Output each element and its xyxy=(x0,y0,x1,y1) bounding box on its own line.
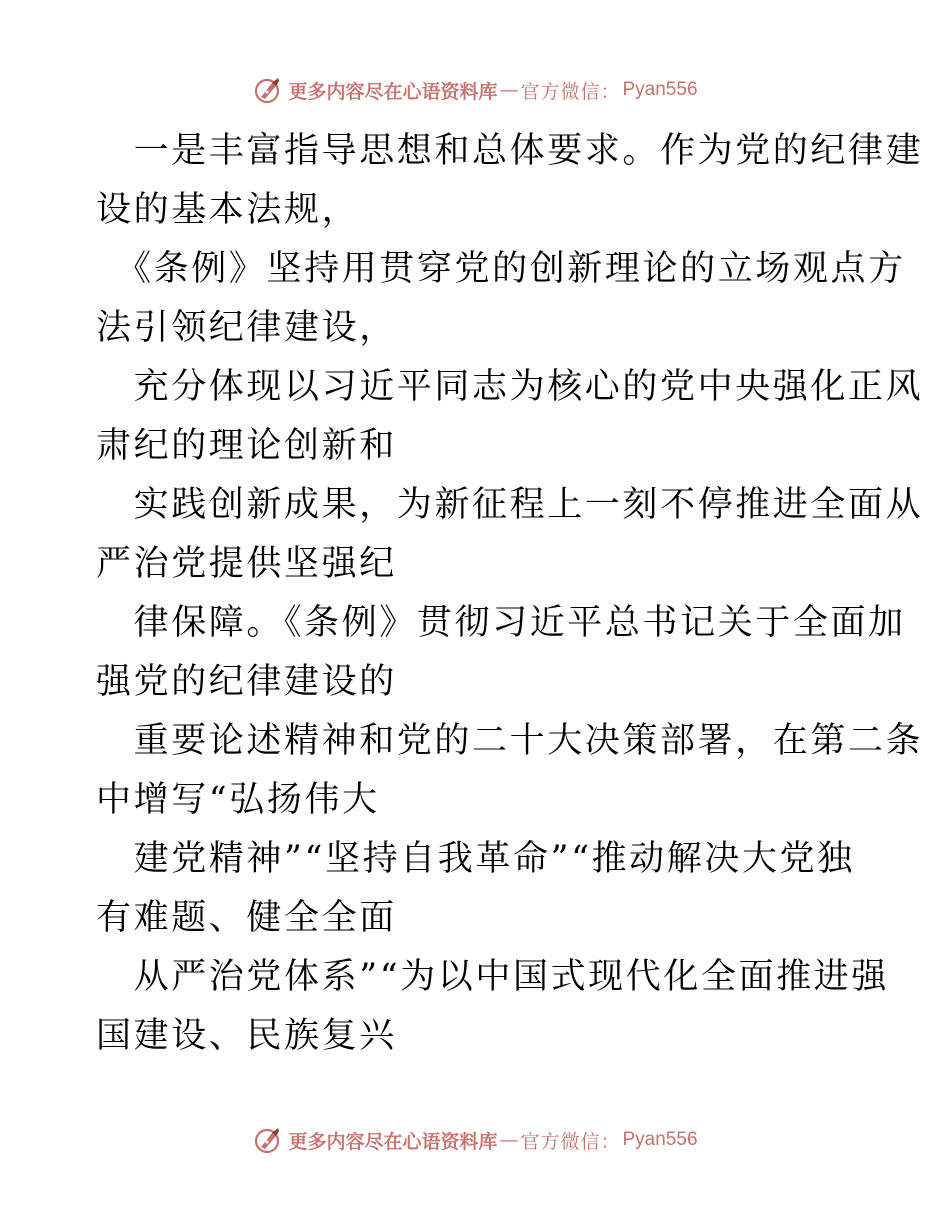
header-banner xyxy=(0,70,950,110)
footer-banner xyxy=(0,1120,950,1160)
paragraph-line: 《条例》坚持用贯穿党的创新理论的立场观点方 xyxy=(96,249,906,289)
paragraph-line: 建党精神”“坚持自我革命”“推动解决大党独 xyxy=(96,839,855,879)
header-site-text: 更多内容尽在心语资料库 xyxy=(288,80,498,103)
footer-site-text: 更多内容尽在心语资料库 xyxy=(288,1130,498,1153)
paragraph-line: 实践创新成果，为新征程上一刻不停推进全面从 xyxy=(96,485,924,525)
footer-separator: — xyxy=(499,1129,519,1151)
paragraph-line: 法引领纪律建设， xyxy=(96,308,397,348)
footer-wechat-id: Pyan556 xyxy=(622,1129,698,1150)
paragraph-7 xyxy=(96,830,856,948)
paragraph-line: 律保障。《条例》贯彻习近平总书记关于全面加 xyxy=(96,603,906,643)
pen-nib-circle-icon xyxy=(252,1125,282,1155)
paragraph-line: 肃纪的理论创新和 xyxy=(96,426,397,466)
paragraph-5 xyxy=(96,594,906,712)
paragraph-line: 中增写“弘扬伟大 xyxy=(96,780,380,820)
paragraph-line: 有难题、健全全面 xyxy=(96,898,397,938)
paragraph-line: 一是丰富指导思想和总体要求。作为党的纪律建 xyxy=(96,131,924,171)
paragraph-line: 从严治党体系”“为以中国式现代化全面推进强 xyxy=(96,957,889,997)
header-wechat-id: Pyan556 xyxy=(622,79,698,100)
paragraph-8 xyxy=(96,948,889,1066)
document-body xyxy=(96,122,924,1066)
paragraph-line: 充分体现以习近平同志为核心的党中央强化正风 xyxy=(96,367,924,407)
footer-wechat-label: 官方微信： xyxy=(520,1130,621,1153)
paragraph-line: 强党的纪律建设的 xyxy=(96,662,397,702)
paragraph-4 xyxy=(96,476,924,594)
paragraph-6 xyxy=(96,712,924,830)
pen-nib-circle-icon xyxy=(252,75,282,105)
paragraph-1 xyxy=(96,122,924,240)
header-wechat-label: 官方微信： xyxy=(520,80,621,103)
paragraph-line: 设的基本法规， xyxy=(96,190,360,230)
paragraph-3 xyxy=(96,358,924,476)
paragraph-line: 重要论述精神和党的二十大决策部署，在第二条 xyxy=(96,721,924,761)
header-separator: — xyxy=(499,79,519,101)
paragraph-line: 国建设、民族复兴 xyxy=(96,1016,397,1056)
paragraph-line: 严治党提供坚强纪 xyxy=(96,544,397,584)
paragraph-2 xyxy=(96,240,906,358)
